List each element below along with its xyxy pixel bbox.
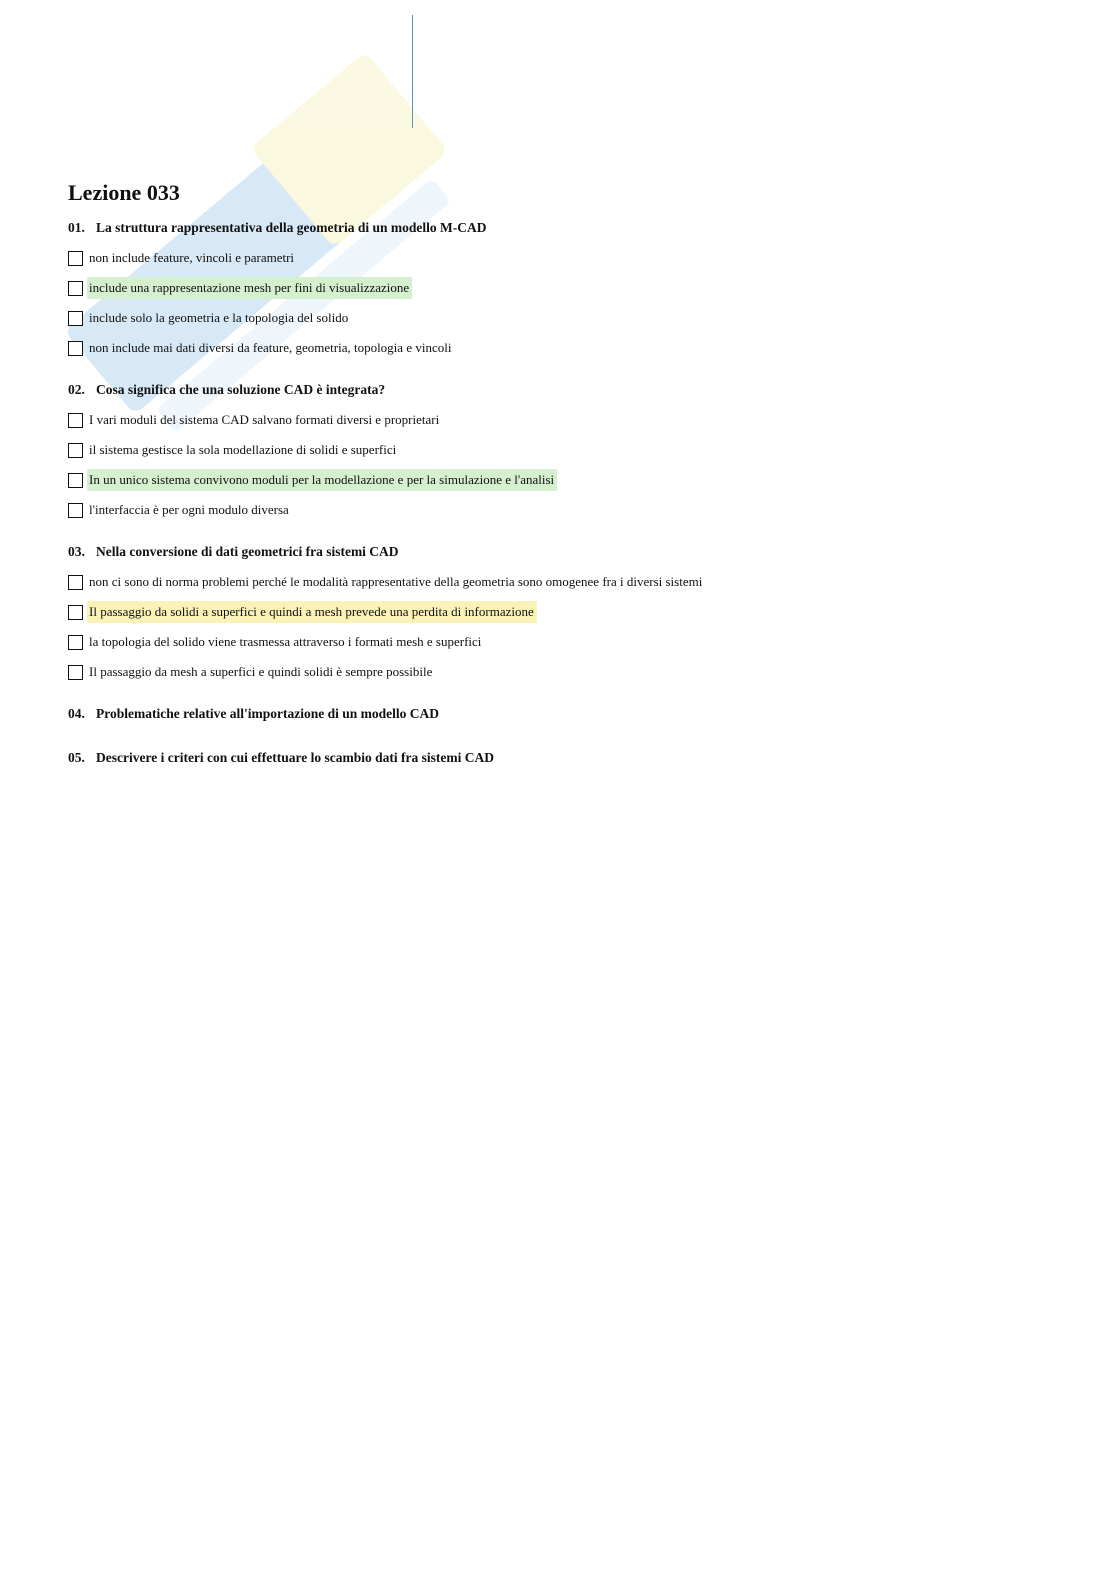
answer-checkbox[interactable] (68, 665, 83, 680)
answer-checkbox[interactable] (68, 575, 83, 590)
answer-text: non include mai dati diversi da feature, geometria, topologia e vincoli (89, 340, 452, 355)
answer-option[interactable] (68, 630, 1068, 654)
answer-option[interactable] (68, 306, 1068, 330)
question-03 (68, 542, 1068, 684)
question-heading (68, 380, 1068, 400)
answer-text: l'interfaccia è per ogni modulo diversa (89, 502, 289, 517)
answer-text-highlighted: include una rappresentazione mesh per fini di visualizzazione (87, 277, 412, 299)
question-number: 05. (68, 750, 85, 765)
answer-checkbox[interactable] (68, 281, 83, 296)
question-02 (68, 380, 1068, 522)
answer-checkbox[interactable] (68, 443, 83, 458)
answer-text: non ci sono di norma problemi perché le modalità rappresentative della geometria sono omogenee fra i diversi sistemi (89, 574, 703, 589)
answer-text-highlighted: In un unico sistema convivono moduli per la modellazione e per la simulazione e l'analisi (87, 469, 557, 491)
answer-text: la topologia del solido viene trasmessa attraverso i formati mesh e superfici (89, 634, 482, 649)
answer-text: non include feature, vincoli e parametri (89, 250, 295, 265)
answer-text: il sistema gestisce la sola modellazione di solidi e superfici (89, 442, 397, 457)
question-04 (68, 704, 1068, 724)
question-heading (68, 218, 1068, 238)
answer-text: include solo la geometria e la topologia del solido (89, 310, 349, 325)
answer-option[interactable] (68, 468, 1068, 492)
question-text: Cosa significa che una soluzione CAD è integrata? (96, 382, 386, 397)
answer-checkbox[interactable] (68, 341, 83, 356)
answer-text: I vari moduli del sistema CAD salvano formati diversi e proprietari (89, 412, 440, 427)
answer-checkbox[interactable] (68, 635, 83, 650)
quiz-content (68, 178, 1068, 792)
answer-checkbox[interactable] (68, 311, 83, 326)
question-heading (68, 542, 1068, 562)
answer-checkbox[interactable] (68, 413, 83, 428)
question-01 (68, 218, 1068, 360)
question-number: 03. (68, 544, 85, 559)
question-number: 02. (68, 382, 85, 397)
answer-text: Il passaggio da mesh a superfici e quindi solidi è sempre possibile (89, 664, 433, 679)
answer-checkbox[interactable] (68, 503, 83, 518)
question-text: Descrivere i criteri con cui effettuare lo scambio dati fra sistemi CAD (96, 750, 494, 765)
answer-checkbox[interactable] (68, 473, 83, 488)
answer-option[interactable] (68, 498, 1068, 522)
question-heading (68, 748, 1068, 768)
answer-option[interactable] (68, 570, 1068, 594)
question-number: 04. (68, 706, 85, 721)
question-text: La struttura rappresentativa della geometria di un modello M-CAD (96, 220, 487, 235)
question-number: 01. (68, 220, 85, 235)
lesson-title: Lezione 033 (68, 180, 180, 205)
answer-option[interactable] (68, 336, 1068, 360)
answer-checkbox[interactable] (68, 605, 83, 620)
question-05 (68, 748, 1068, 768)
answer-option[interactable] (68, 600, 1068, 624)
answer-option[interactable] (68, 276, 1068, 300)
answer-option[interactable] (68, 246, 1068, 270)
answer-option[interactable] (68, 660, 1068, 684)
answer-checkbox[interactable] (68, 251, 83, 266)
answer-option[interactable] (68, 408, 1068, 432)
question-heading (68, 704, 1068, 724)
answer-text-highlighted: Il passaggio da solidi a superfici e quindi a mesh prevede una perdita di informazione (87, 601, 537, 623)
top-vertical-rule (412, 15, 413, 128)
question-text: Nella conversione di dati geometrici fra sistemi CAD (96, 544, 399, 559)
answer-option[interactable] (68, 438, 1068, 462)
question-text: Problematiche relative all'importazione di un modello CAD (96, 706, 439, 721)
